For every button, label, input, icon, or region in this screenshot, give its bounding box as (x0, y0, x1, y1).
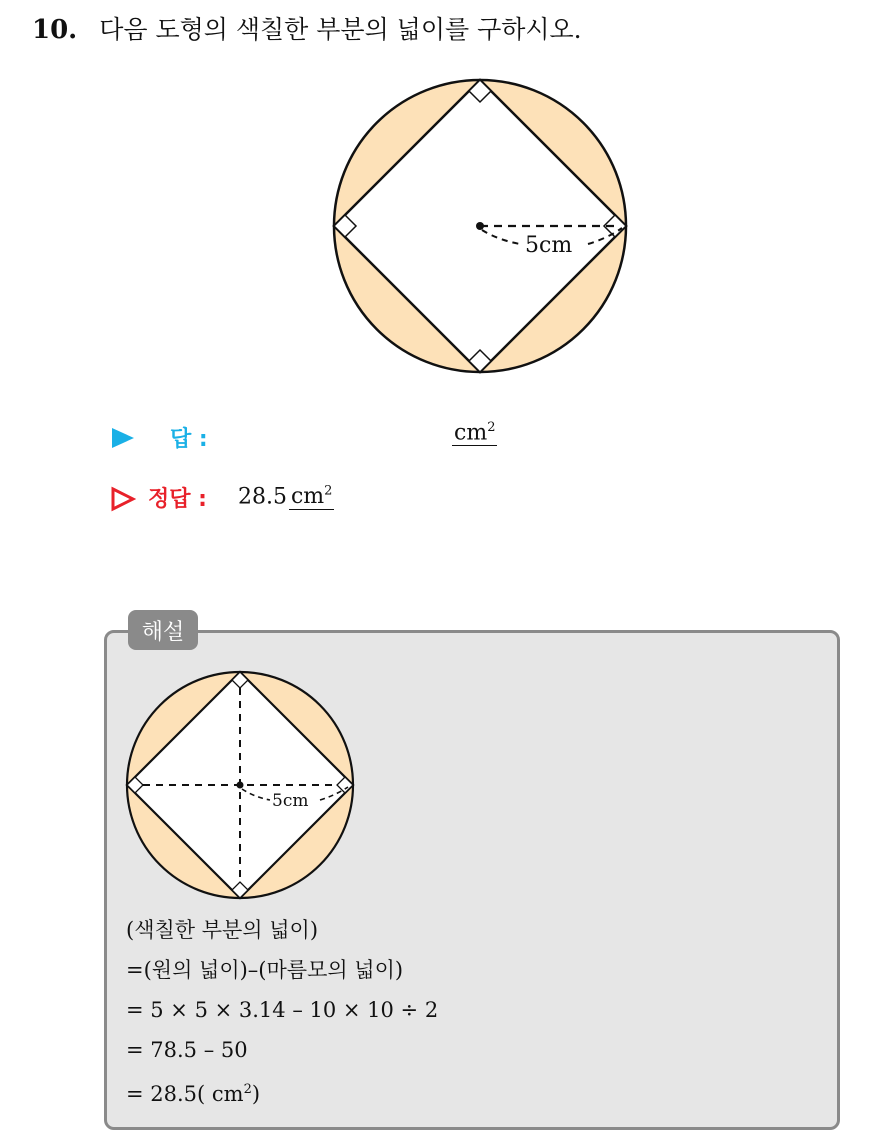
play-arrow-icon (110, 426, 136, 450)
solution-final-value: = 28.5( cm (126, 1082, 244, 1106)
radius-label: 5cm (525, 233, 573, 258)
correct-answer-unit-group (289, 484, 334, 510)
correct-answer-value: 28.5 (238, 484, 287, 510)
correct-answer-label: 정답 : (148, 487, 207, 512)
outline-arrow-icon (110, 486, 136, 512)
question-number: 10. (32, 15, 78, 45)
answer-blank[interactable] (452, 420, 497, 446)
solution-final-exponent: 2 (243, 1082, 252, 1097)
question-text: 다음 도형의 색칠한 부분의 넓이를 구하시오. (99, 15, 582, 44)
solution-final-close: ) (251, 1082, 261, 1106)
solution-line: = 5 × 5 × 3.14 – 10 × 10 ÷ 2 (126, 998, 439, 1022)
answer-row (110, 418, 710, 458)
solution-line-final (126, 1070, 438, 1114)
answer-unit: cm (454, 420, 488, 446)
solution-lines (126, 910, 438, 1114)
solution-radius-label: 5cm (272, 791, 309, 811)
correct-answer-row (110, 480, 710, 520)
question (32, 10, 582, 46)
main-figure (330, 78, 630, 378)
solution-center-point (237, 782, 244, 789)
answer-label: 답 : (170, 427, 208, 452)
correct-answer-value-group (238, 484, 334, 509)
solution-line: =(원의 넓이)–(마름모의 넓이) (126, 958, 404, 982)
answer-unit-exponent: 2 (487, 420, 496, 435)
correct-answer-unit-exponent: 2 (324, 484, 333, 499)
correct-answer-unit: cm (290, 484, 325, 510)
solution-line: = 78.5 – 50 (126, 1038, 248, 1062)
solution-tag: 해설 (128, 610, 198, 650)
solution-figure (124, 669, 356, 901)
solution-line: (색칠한 부분의 넓이) (126, 918, 319, 942)
